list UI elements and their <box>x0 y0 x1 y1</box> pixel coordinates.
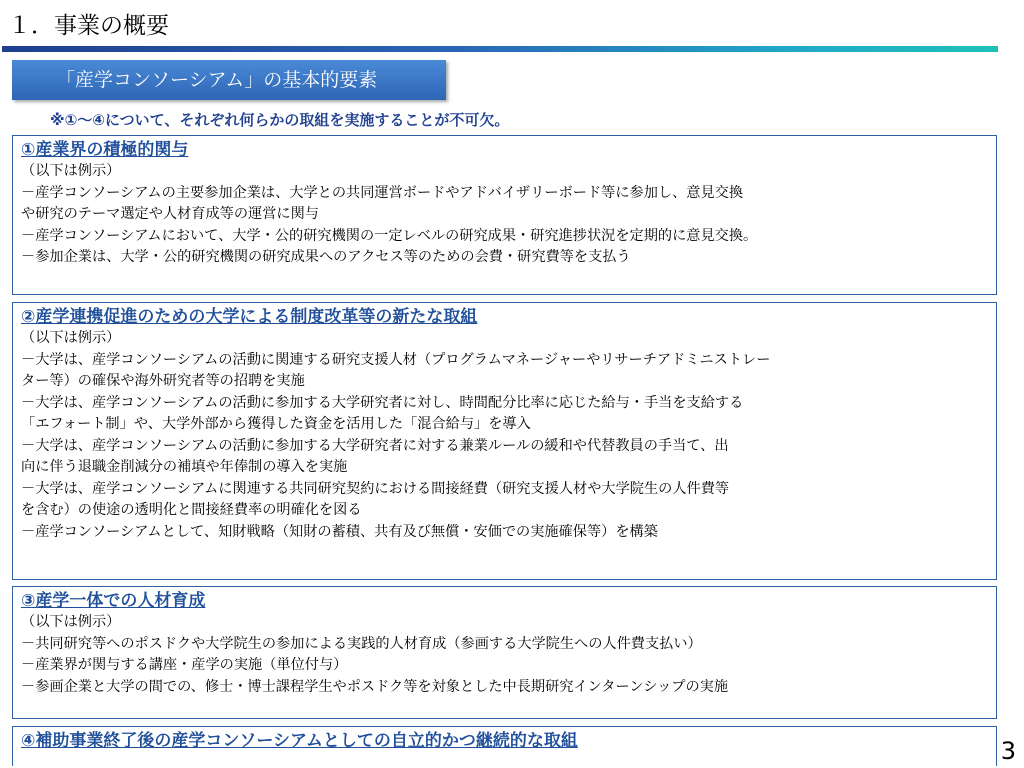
element-line: －産学コンソーシアムとして、知財戦略（知財の蓄積、共有及び無償・安価での実施確保等）を構築 <box>21 523 658 540</box>
element-box-3 <box>12 586 997 719</box>
element-line: －大学は、産学コンソーシアムの活動に関連する研究支援人材（プログラムマネージャーやリサーチアドミニストレー <box>21 351 771 368</box>
element-box-1 <box>12 135 997 295</box>
element-title-3: ③産学一体での人材育成 <box>21 591 206 611</box>
element-line: －参画企業と大学の間での、修士・博士課程学生やポスドク等を対象とした中長期研究インターンシップの実施 <box>21 678 729 695</box>
element-line: －大学は、産学コンソーシアムの活動に参加する大学研究者に対し、時間配分比率に応じた給与・手当を支給する <box>21 394 744 411</box>
element-line: －大学は、産学コンソーシアムに関連する共同研究契約における間接経費（研究支援人材や大学院生の人件費等 <box>21 480 730 497</box>
element-line: ター等）の確保や海外研究者等の招聘を実施 <box>21 373 305 389</box>
element-line: や研究のテーマ選定や人材育成等の運営に関与 <box>21 206 319 222</box>
element-line: －産業界が関与する講座・産学の実施（単位付与） <box>21 657 348 673</box>
element-line: －大学は、産学コンソーシアムの活動に参加する大学研究者に対する兼業ルールの緩和や代替教員の手当て、出 <box>21 437 729 454</box>
element-title-1: ①産業界の積極的関与 <box>21 140 189 160</box>
element-line: －産学コンソーシアムの主要参加企業は、大学との共同運営ボードやアドバイザリーボード等に参加し、意見交換 <box>21 184 744 201</box>
page-number: 3 <box>1000 737 1016 765</box>
element-box-4 <box>12 726 997 766</box>
title-underline-bar <box>2 46 998 52</box>
element-line: 「エフォート制」や、大学外部から獲得した資金を活用した「混合給与」を導入 <box>21 416 531 432</box>
note-text: ※①～④について、それぞれ何らかの取組を実施することが不可欠。 <box>50 111 510 129</box>
element-line: 向に伴う退職金削減分の補填や年俸制の導入を実施 <box>21 459 348 475</box>
element-line: を含む）の使途の透明化と間接経費率の明確化を図る <box>21 502 362 518</box>
element-line: －参加企業は、大学・公的研究機関の研究成果へのアクセス等のための会費・研究費等を支払う <box>21 249 631 265</box>
slide-title: １．事業の概要 <box>8 13 169 39</box>
element-line: （以下は例示） <box>21 163 121 179</box>
element-line: －共同研究等へのポスドクや大学院生の参加による実践的人材育成（参画する大学院生への人件費支払い） <box>21 635 702 652</box>
element-line: （以下は例示） <box>21 330 121 346</box>
section-heading: 「産学コンソーシアム」の基本的要素 <box>12 60 446 100</box>
element-line: －産学コンソーシアムにおいて、大学・公的研究機関の一定レベルの研究成果・研究進捗状況を定期的に意見交換。 <box>21 227 758 244</box>
element-line: （以下は例示） <box>21 614 121 630</box>
element-title-4: ④補助事業終了後の産学コンソーシアムとしての自立的かつ継続的な取組 <box>21 731 578 751</box>
element-title-2: ②産学連携促進のための大学による制度改革等の新たな取組 <box>21 307 478 327</box>
element-box-2 <box>12 302 997 580</box>
